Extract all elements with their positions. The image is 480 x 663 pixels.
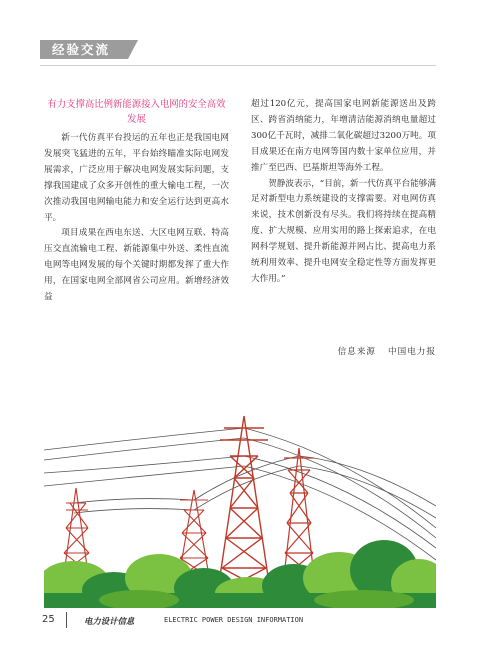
paragraph: 项目成果在西电东送、大区电网互联、特高压交直流输电工程、新能源集中外送、柔性直流电网等电网发展的每个关键时期都发挥了重大作用，在国家电网全部网省公司应用。新增经济效益 xyxy=(44,228,229,303)
footer-divider xyxy=(66,612,67,628)
power-lines xyxy=(44,428,436,560)
page-footer xyxy=(40,612,440,628)
right-column xyxy=(251,97,436,288)
header-rule xyxy=(40,65,436,66)
source-label: 信息来源 xyxy=(337,347,377,357)
paragraph-continuation: 超过120亿元，提高国家电网新能源送出及跨区、跨省消纳能力，年增清洁能源消纳电量超过300亿千瓦时，减排二氧化碳超过3200万吨。项目成果还在南方电网等国内数十家单位应用，并推广至巴西、巴基斯坦等海外工程。 xyxy=(251,99,436,173)
section-tab: 经验交流 xyxy=(40,40,128,59)
paragraph: 新一代仿真平台投运的五年也正是我国电网发展突飞猛进的五年，平台始终瞄准实际电网发展需求，广泛应用于解决电网发展实际问题，支撑我国建成了众多开创性的重大输电工程，一次次推动我国电网输电能力和安全运行达到更高水平。 xyxy=(44,133,229,223)
trees xyxy=(44,540,436,608)
magazine-name-cn: 电力设计信息 xyxy=(84,616,135,626)
transmission-towers-illustration xyxy=(44,378,436,608)
magazine-name-en: ELECTRIC POWER DESIGN INFORMATION xyxy=(164,616,304,624)
article-source xyxy=(300,345,436,357)
page-number: 25 xyxy=(42,614,55,625)
left-column xyxy=(44,97,229,306)
source-name: 中国电力报 xyxy=(388,347,436,357)
article-title: 有力支撑高比例新能源接入电网的安全高效发展 xyxy=(47,99,226,125)
paragraph: 贺静波表示，“目前，新一代仿真平台能够满足对新型电力系统建设的支撑需要。对电网仿真来说，技术创新没有尽头。我们将持续在提高精度、扩大规模、应用实用的路上探索追求，在电网科学规划、提升新能源并网占比、提高电力系统利用效率、提升电网安全稳定性等方面发挥更大作用。” xyxy=(251,178,436,284)
